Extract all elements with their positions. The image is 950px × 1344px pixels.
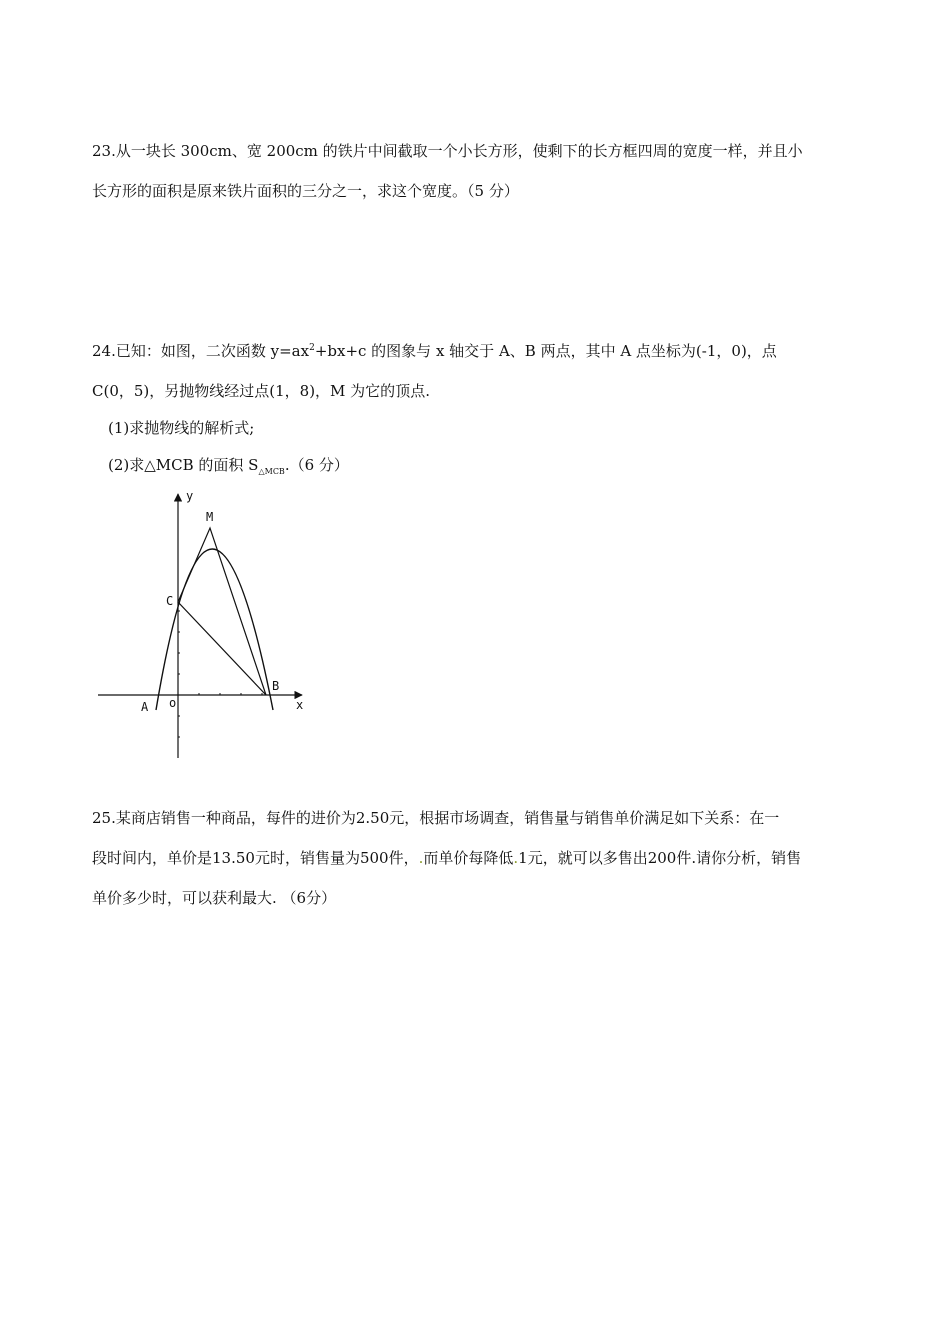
point-c-label: C [166,594,174,608]
q24-part-1: (1)求抛物线的解析式; [108,419,255,437]
q24-part-2-text-a: (2)求△MCB 的面积 S [108,456,259,474]
q24-part-2 [108,455,349,475]
q25-line-1: 25.某商店销售一种商品，每件的进价为2.50元，根据市场调查，销售量与销售单价满足如下关系：在一 [92,809,780,827]
point-a-label: A [141,700,149,714]
q23-line-1: 23.从一块长 300cm、宽 200cm 的铁片中间截取一个小长方形，使剩下的长方框四周的宽度一样，并且小 [92,142,803,160]
q25-mark-dot-1: . [418,849,424,867]
point-m-label: M [206,510,214,524]
q25-line-2-text-b: 而单价每降低 [423,849,514,867]
q23-line-2: 长方形的面积是原来铁片面积的三分之一，求这个宽度。（5 分） [92,182,519,200]
q24-part-2-subscript: △MCB [258,467,285,476]
y-axis-label: y [186,489,194,503]
q25-line-2-text-c: 1元，就可以多售出200件.请你分析，销售 [518,849,802,867]
q25-line-3: 单价多少时，可以获利最大. （6分） [92,889,337,907]
parabola-curve [156,549,273,710]
q24-part-2-text-b: .（6 分） [284,456,349,474]
q25-mark-dot-2: . [513,849,519,867]
q25-line-2-text-a: 段时间内，单价是13.50元时，销售量为500件， [92,849,419,867]
q24-line-2: C(0，5)，另抛物线经过点(1，8)，M 为它的顶点. [92,382,430,400]
point-b-label: B [272,679,280,693]
q24-line-1-text-b: +bx+c 的图象与 x 轴交于 A、B 两点，其中 A 点坐标为(-1，0)，点 [314,342,777,360]
q25-line-2 [92,848,801,868]
origin-label: o [169,696,177,710]
q24-exponent: 2 [309,343,315,353]
q24-line-1 [92,341,777,361]
x-axis-label: x [296,698,304,712]
parabola-figure [90,488,320,763]
q24-line-1-text-a: 24.已知：如图，二次函数 y=ax [92,342,310,360]
